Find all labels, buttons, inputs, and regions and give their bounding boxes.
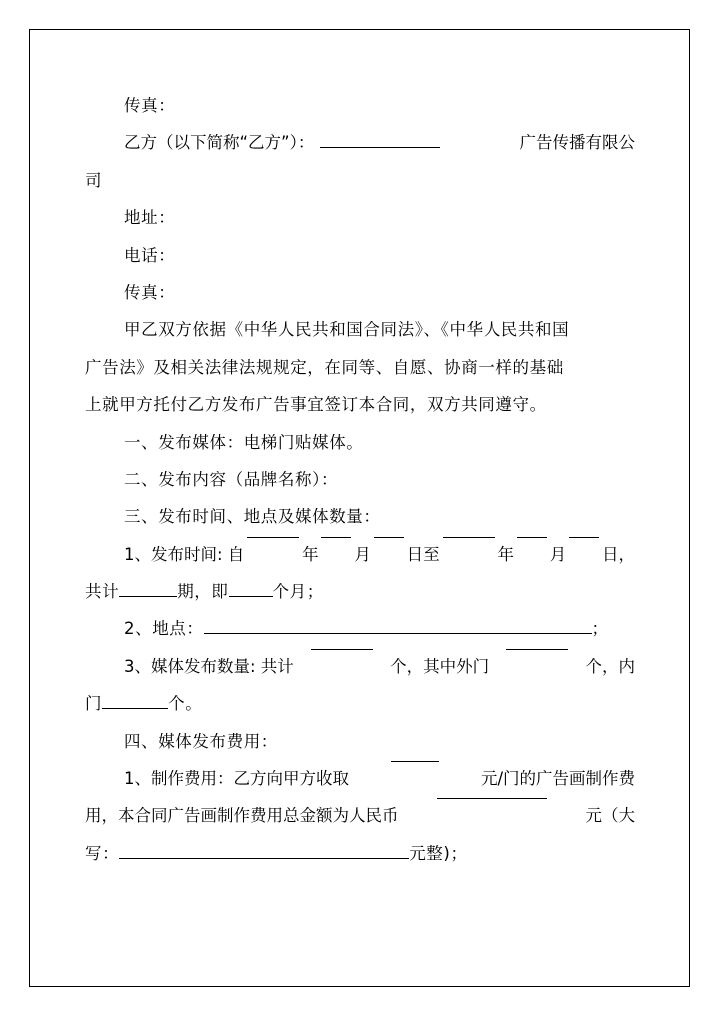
- clause-1-media: 一、发布媒体：电梯门贴媒体。: [124, 432, 364, 452]
- party-b-company-suffix: 广告传播有限公: [519, 133, 635, 153]
- phone-line: [85, 237, 635, 274]
- party-b-name-blank: [320, 146, 440, 148]
- month-count-blank: [229, 595, 273, 597]
- start-month-blank: [321, 536, 351, 538]
- end-year-blank: [443, 536, 495, 538]
- end-month-blank: [517, 536, 547, 538]
- start-year-blank: [247, 536, 299, 538]
- fee-per-door-blank: [391, 760, 439, 762]
- party-b-line-cont: 司: [85, 170, 103, 190]
- fax-line-2: [85, 274, 635, 311]
- place-line: 2、地点： ；: [124, 619, 609, 639]
- production-fee-line-1: 1、制作费用：乙方向甲方收取 元/门的广告画制作费: [85, 760, 635, 797]
- party-b-line: [85, 124, 635, 161]
- address-line: [85, 199, 635, 236]
- media-quantity-line-cont: 门 个。: [85, 694, 203, 714]
- publish-time-line: 1、发布时间: 自 年 月 日至 年 月 日，: [85, 536, 635, 573]
- place-blank: [204, 632, 592, 634]
- basis-paragraph-line-1: 甲乙双方依据《中华人民共和国合同法》、《中华人民共和国: [124, 320, 570, 340]
- media-quantity-line: 3、媒体发布数量: 共计 个，其中外门 个，内: [85, 648, 635, 685]
- period-count-blank: [119, 595, 177, 597]
- basis-paragraph-line-3: 上就甲方托付乙方发布广告事宜签订本合同，双方共同遵守。: [85, 395, 547, 415]
- clause-4-fees: 四、媒体发布费用：: [124, 731, 278, 751]
- contract-body: [85, 87, 635, 872]
- end-day-blank: [569, 536, 599, 538]
- outer-door-quantity-blank: [506, 648, 568, 650]
- inner-door-quantity-blank: [102, 707, 168, 709]
- phone-label: 电话：: [124, 245, 176, 265]
- total-quantity-blank: [311, 648, 373, 650]
- total-amount-blank: [437, 797, 547, 799]
- fax-line-1: [85, 87, 635, 124]
- address-label: 地址：: [124, 208, 176, 228]
- start-day-blank: [374, 536, 404, 538]
- fax-label: 传真：: [124, 96, 176, 115]
- basis-paragraph-line-2: 广告法》及相关法律法规规定，在同等、自愿、协商一样的基础: [85, 357, 564, 377]
- clause-2-content: 二、发布内容（品牌名称）：: [124, 469, 339, 489]
- clause-3-time-place: 三、发布时间、地点及媒体数量：: [124, 507, 381, 527]
- amount-in-words-blank: [119, 857, 409, 859]
- fax-label: 传真：: [124, 282, 176, 302]
- production-fee-line-2: 用，本合同广告画制作费用总金额为人民币 元（大: [85, 797, 635, 834]
- party-b-label: 乙方（以下简称“乙方”）：: [124, 133, 315, 153]
- production-fee-line-3: 写： 元整)；: [85, 843, 468, 863]
- publish-total-line: 共计 期，即 个月；: [85, 582, 324, 602]
